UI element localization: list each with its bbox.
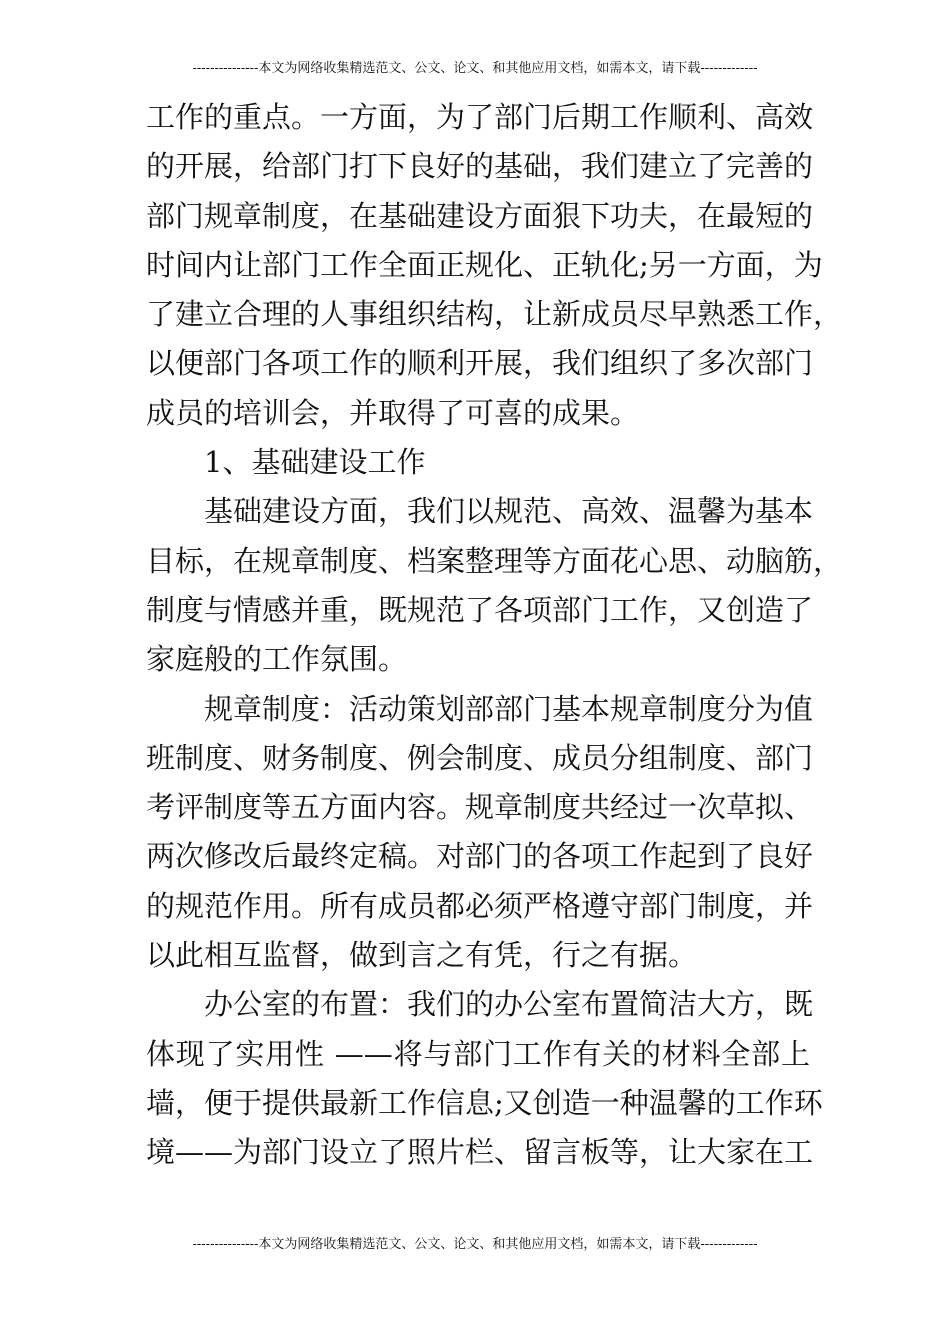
text-line: 工作的重点。一方面，为了部门后期工作顺利、高效: [146, 100, 814, 134]
text-line: 体现了实用性 ——将与部门工作有关的材料全部上: [146, 1036, 810, 1071]
document-body: [146, 93, 843, 1178]
text-line: 基础建设方面，我们以规范、高效、温馨为基本: [204, 494, 814, 529]
text-line: 办公室的布置：我们的办公室布置简洁大方，既: [204, 987, 814, 1022]
text-line: 以便部门各项工作的顺利开展，我们组织了多次部门: [146, 346, 814, 381]
text-line: 家庭般的工作氛围。: [146, 642, 408, 677]
text-line: 墙，便于提供最新工作信息;又创造一种温馨的工作环: [146, 1085, 823, 1120]
text-line: 的规范作用。所有成员都必须严格遵守部门制度，并: [146, 888, 814, 923]
text-line: 规章制度：活动策划部部门基本规章制度分为值: [204, 691, 814, 726]
text-line: 境——为部门设立了照片栏、留言板等，让大家在工: [146, 1135, 814, 1170]
header-note: ---------------本文为网络收集精选范文、公文、论文、和其他应用文档，如需本文，请下载-------------: [192, 61, 758, 76]
text-line: 班制度、财务制度、例会制度、成员分组制度、部门: [146, 740, 814, 775]
text-line: 目标，在规章制度、档案整理等方面花心思、动脑筋，: [146, 543, 843, 578]
text-line: 制度与情感并重，既规范了各项部门工作，又创造了: [146, 592, 814, 627]
text-line: 了建立合理的人事组织结构，让新成员尽早熟悉工作，: [146, 297, 843, 332]
text-line: 时间内让部门工作全面正规化、正轨化;另一方面，为: [146, 247, 823, 282]
text-line: 考评制度等五方面内容。规章制度共经过一次草拟、: [146, 790, 814, 825]
text-line: 两次修改后最终定稿。对部门的各项工作起到了良好: [146, 839, 814, 874]
text-line: 成员的培训会，并取得了可喜的成果。: [146, 395, 640, 430]
section-heading: 1、基础建设工作: [204, 445, 426, 480]
text-line: 以此相互监督，做到言之有凭，行之有据。: [146, 938, 698, 973]
footer-note: ---------------本文为网络收集精选范文、公文、论文、和其他应用文档，如需本文，请下载-------------: [192, 1237, 758, 1252]
text-line: 部门规章制度，在基础建设方面狠下功夫，在最短的: [146, 198, 814, 233]
text-line: 的开展，给部门打下良好的基础，我们建立了完善的: [146, 149, 814, 184]
